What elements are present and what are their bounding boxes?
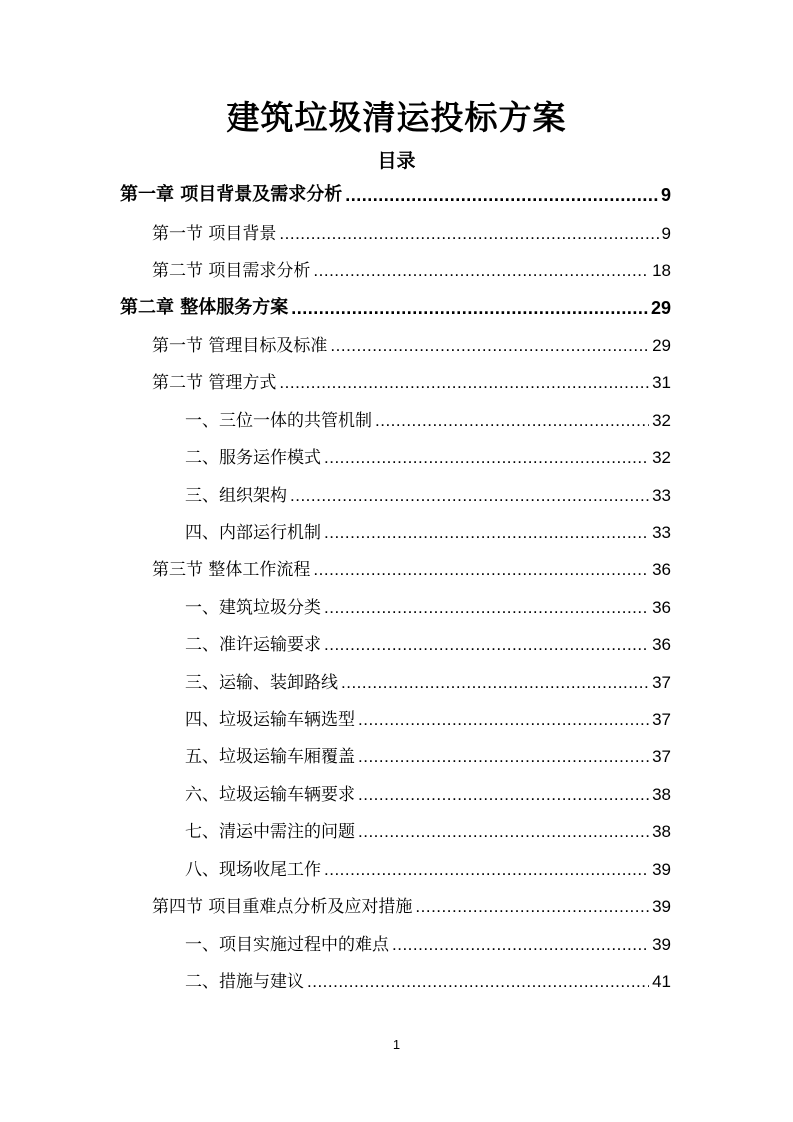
toc-leader	[341, 673, 649, 693]
toc-entry-page: 9	[660, 185, 671, 205]
toc-entry[interactable]	[120, 176, 671, 206]
toc-entry[interactable]	[185, 401, 671, 431]
toc-leader	[345, 185, 658, 206]
toc-entry[interactable]	[185, 737, 671, 767]
toc-leader	[279, 373, 649, 393]
toc-entry[interactable]	[185, 812, 671, 842]
toc-entry[interactable]	[185, 663, 671, 693]
toc-entry-label: 一、三位一体的共管机制	[185, 411, 372, 431]
toc-entry[interactable]	[185, 775, 671, 805]
page-number: 1	[392, 1037, 401, 1052]
toc-entry[interactable]	[185, 588, 671, 618]
toc-leader	[313, 261, 649, 281]
toc-entry[interactable]	[185, 962, 671, 992]
toc-leader	[279, 224, 658, 244]
toc-entry-page: 39	[652, 860, 671, 879]
toc-entry-page: 29	[652, 336, 671, 355]
toc-leader	[324, 523, 649, 543]
toc-entry-label: 第二章 整体服务方案	[120, 297, 289, 318]
toc-entry-page: 37	[652, 673, 671, 692]
toc-entry-label: 三、运输、装卸路线	[185, 673, 338, 693]
toc-entry-page: 33	[652, 486, 671, 505]
toc-entry[interactable]	[152, 550, 671, 580]
toc-entry[interactable]	[152, 214, 671, 244]
toc-entry-page: 9	[661, 224, 671, 243]
toc-leader	[324, 448, 649, 468]
toc-entry-page: 38	[652, 785, 671, 804]
toc-entry-page: 37	[652, 710, 671, 729]
toc-entry-label: 第二节 管理方式	[152, 373, 277, 393]
toc-entry-label: 第一节 管理目标及标准	[152, 336, 328, 356]
toc-leader	[392, 935, 649, 955]
toc-entry-label: 七、清运中需注的问题	[185, 822, 355, 842]
toc-entry-page: 31	[652, 373, 671, 392]
toc-entry-label: 八、现场收尾工作	[185, 860, 321, 880]
toc-entry-label: 二、措施与建议	[185, 972, 304, 992]
toc-entry-label: 第三节 整体工作流程	[152, 560, 311, 580]
toc-leader	[324, 598, 649, 618]
toc-entry-label: 第一节 项目背景	[152, 224, 277, 244]
toc-leader	[324, 635, 649, 655]
toc-entry[interactable]	[185, 438, 671, 468]
toc-entry[interactable]	[152, 326, 671, 356]
toc-entry-label: 四、垃圾运输车辆选型	[185, 710, 355, 730]
toc-leader	[358, 747, 649, 767]
toc-leader	[291, 298, 648, 319]
toc-entry-page: 33	[652, 523, 671, 542]
toc-entry-label: 二、服务运作模式	[185, 448, 321, 468]
toc-leader	[307, 972, 649, 992]
toc-leader	[358, 785, 649, 805]
toc-leader	[358, 710, 649, 730]
toc-entry-label: 一、建筑垃圾分类	[185, 598, 321, 618]
toc-entry-page: 37	[652, 747, 671, 766]
toc-entry-page: 39	[652, 935, 671, 954]
toc-leader	[313, 560, 649, 580]
toc-leader	[330, 336, 649, 356]
toc-entry[interactable]	[120, 289, 671, 319]
toc-entry-label: 六、垃圾运输车辆要求	[185, 785, 355, 805]
toc-entry[interactable]	[185, 850, 671, 880]
toc-leader	[415, 897, 649, 917]
toc-entry-label: 第二节 项目需求分析	[152, 261, 311, 281]
toc-leader	[324, 860, 649, 880]
toc-entry-page: 32	[652, 448, 671, 467]
toc-entry-label: 第一章 项目背景及需求分析	[120, 184, 343, 205]
toc-entry-page: 39	[652, 897, 671, 916]
toc-entry[interactable]	[185, 700, 671, 730]
toc-leader	[358, 822, 649, 842]
toc-entry[interactable]	[152, 363, 671, 393]
toc-heading: 目录	[377, 150, 416, 172]
toc-entry[interactable]	[185, 625, 671, 655]
toc-entry-page: 36	[652, 635, 671, 654]
toc-entry-label: 二、准许运输要求	[185, 635, 321, 655]
toc-entry-page: 18	[652, 261, 671, 280]
toc-entry[interactable]	[152, 251, 671, 281]
toc-entry-label: 五、垃圾运输车厢覆盖	[185, 747, 355, 767]
toc-entry[interactable]	[185, 476, 671, 506]
toc-entry-page: 29	[650, 298, 671, 318]
toc-entry-label: 第四节 项目重难点分析及应对措施	[152, 897, 413, 917]
toc-entry[interactable]	[185, 925, 671, 955]
toc-entry-page: 32	[652, 411, 671, 430]
toc-entry-page: 36	[652, 560, 671, 579]
toc-entry-page: 38	[652, 822, 671, 841]
document-title: 建筑垃圾清运投标方案	[226, 98, 567, 137]
toc-entry[interactable]	[152, 887, 671, 917]
toc-leader	[290, 486, 649, 506]
toc-entry-page: 36	[652, 598, 671, 617]
toc-leader	[375, 411, 649, 431]
toc-entry-page: 41	[652, 972, 671, 991]
toc-entry-label: 一、项目实施过程中的难点	[185, 935, 389, 955]
toc-entry-label: 三、组织架构	[185, 486, 287, 506]
toc-entry[interactable]	[185, 513, 671, 543]
toc-entry-label: 四、内部运行机制	[185, 523, 321, 543]
